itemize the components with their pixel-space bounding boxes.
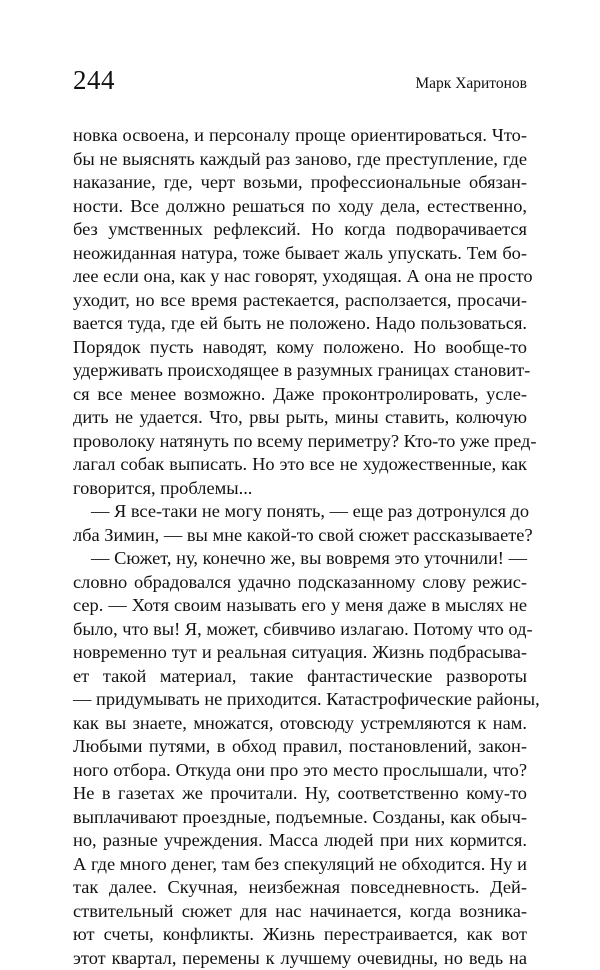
text-line: Порядок пусть наводят, кому положено. Но вообще-то xyxy=(73,336,527,360)
page-number: 244 xyxy=(73,64,115,96)
text-line: выплачивают проездные, подъемные. Созданы, как обыч- xyxy=(73,806,527,830)
text-line: новка освоена, и персоналу проще ориентироваться. Что- xyxy=(73,124,527,148)
text-line: проволоку натянуть по всему периметру? Кто-то уже пред- xyxy=(73,430,527,454)
text-line: ют счеты, конфликты. Жизнь перестраивается, как вот xyxy=(73,923,527,947)
body-text xyxy=(73,124,527,970)
text-line: этот квартал, перемены к лучшему очевидны, но ведь на xyxy=(73,947,527,970)
text-line: сер. — Хотя своим называть его у меня даже в мыслях не xyxy=(73,594,527,618)
text-line: как вы знаете, множатся, отовсюду устремляются к нам. xyxy=(73,712,527,736)
text-line: неожиданная натура, тоже бывает жаль упускать. Тем бо- xyxy=(73,242,527,266)
text-line: лагал собак выписать. Но это все не художественные, как xyxy=(73,453,527,477)
text-line: лба Зимин, — вы мне какой-то свой сюжет рассказываете? xyxy=(73,524,527,548)
text-line: ного отбора. Откуда они про это место прослышали, что? xyxy=(73,759,527,783)
text-line: но, разные учреждения. Масса людей при них кормится. xyxy=(73,829,527,853)
text-line: вается туда, где ей быть не положено. Надо пользоваться. xyxy=(73,312,527,336)
text-line: — придумывать не приходится. Катастрофические районы, xyxy=(73,688,527,712)
text-line: — Сюжет, ну, конечно же, вы вовремя это уточнили! — xyxy=(73,547,527,571)
text-line: уходит, но все время растекается, расползается, просачи- xyxy=(73,289,527,313)
text-line: говорится, проблемы... xyxy=(73,477,527,501)
text-line: бы не выяснять каждый раз заново, где преступление, где xyxy=(73,148,527,172)
text-line: наказание, где, черт возьми, профессиональные обязан- xyxy=(73,171,527,195)
text-line: Не в газетах же прочитали. Ну, соответственно кому-то xyxy=(73,782,527,806)
text-line: дить не удается. Что, рвы рыть, мины ставить, колючую xyxy=(73,406,527,430)
text-line: было, что вы! Я, может, сбивчиво излагаю. Потому что од- xyxy=(73,618,527,642)
text-line: лее если она, как у нас говорят, уходящая. А она не просто xyxy=(73,265,527,289)
text-line: А где много денег, там без спекуляций не обходится. Ну и xyxy=(73,853,527,877)
text-line: удерживать происходящее в разумных границах становит- xyxy=(73,359,527,383)
text-line: ет такой материал, такие фантастические развороты xyxy=(73,665,527,689)
text-line: ся все менее возможно. Даже проконтролировать, усле- xyxy=(73,383,527,407)
text-line: без умственных рефлексий. Но когда подворачивается xyxy=(73,218,527,242)
text-line: ствительный сюжет для нас начинается, когда возника- xyxy=(73,900,527,924)
text-line: Любыми путями, в обход правил, постановлений, закон- xyxy=(73,735,527,759)
text-line: — Я все-таки не могу понять, — еще раз дотронулся до xyxy=(73,500,527,524)
running-header-author: Марк Харитонов xyxy=(415,74,527,94)
text-line: ности. Все должно решаться по ходу дела, естественно, xyxy=(73,195,527,219)
text-line: так далее. Скучная, неизбежная повседневность. Дей- xyxy=(73,876,527,900)
text-line: словно обрадовался удачно подсказанному слову режис- xyxy=(73,571,527,595)
text-line: новременно тут и реальная ситуация. Жизнь подбрасыва- xyxy=(73,641,527,665)
